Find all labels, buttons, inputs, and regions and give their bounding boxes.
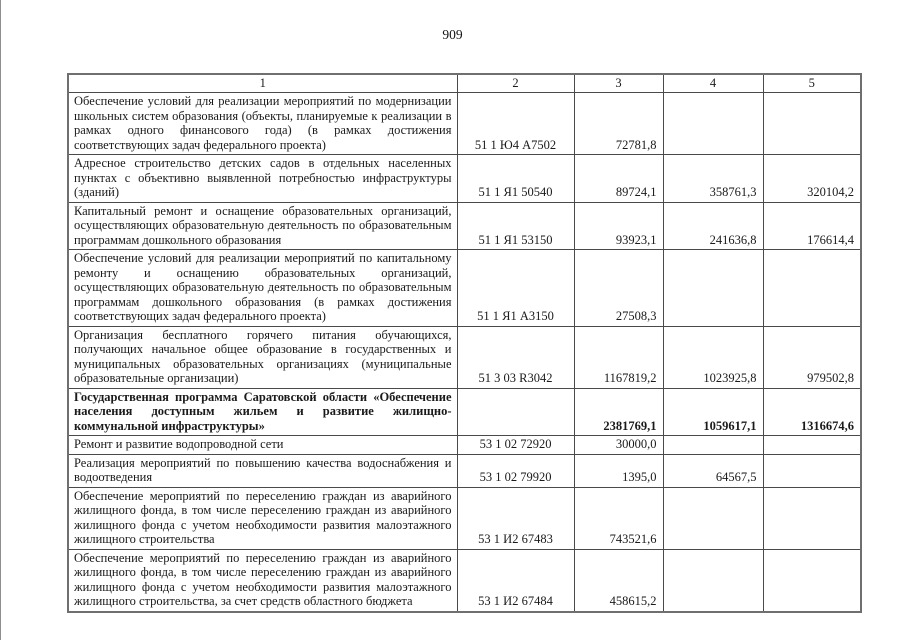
table-row <box>68 250 861 327</box>
program-name-cell: Обеспечение мероприятий по переселению граждан из аварийного жилищного фонда, в том числе переселению граждан из аварийного жилищного фонда с учетом необходимости развития малоэтажного жилищного строительства, за счет средств областного бюджета <box>68 549 457 612</box>
program-name-cell: Ремонт и развитие водопроводной сети <box>68 436 457 455</box>
column-header-4: 4 <box>663 74 763 93</box>
amount-col4-cell <box>663 250 763 327</box>
budget-table <box>67 73 862 613</box>
scan-edge-line <box>0 0 1 640</box>
column-header-1: 1 <box>68 74 457 93</box>
table-row <box>68 388 861 436</box>
table-row <box>68 155 861 203</box>
amount-col5-cell: 320104,2 <box>763 155 861 203</box>
amount-col3-cell: 458615,2 <box>574 549 663 612</box>
program-name-cell: Государственная программа Саратовской области «Обеспечение населения доступным жильем и развитие жилищно-коммунальной инфраструктуры» <box>68 388 457 436</box>
program-name-cell: Адресное строительство детских садов в отдельных населенных пунктах с объективно выявленной потребностью инфраструктуры (зданий) <box>68 155 457 203</box>
program-name-cell: Реализация мероприятий по повышению качества водоснабжения и водоотведения <box>68 454 457 487</box>
amount-col5-cell <box>763 487 861 549</box>
amount-col3-cell: 1395,0 <box>574 454 663 487</box>
amount-col3-cell: 93923,1 <box>574 202 663 250</box>
amount-col3-cell: 27508,3 <box>574 250 663 327</box>
amount-col3-cell: 89724,1 <box>574 155 663 203</box>
amount-col5-cell <box>763 93 861 155</box>
table-row <box>68 436 861 455</box>
amount-col4-cell <box>663 549 763 612</box>
program-name-cell: Капитальный ремонт и оснащение образовательных организаций, осуществляющих образовательную деятельность по образовательным программам дошкольного образования <box>68 202 457 250</box>
amount-col3-cell: 30000,0 <box>574 436 663 455</box>
table-row <box>68 549 861 612</box>
budget-code-cell: 51 1 Я1 50540 <box>457 155 574 203</box>
amount-col3-cell: 72781,8 <box>574 93 663 155</box>
amount-col5-cell <box>763 454 861 487</box>
amount-col4-cell <box>663 436 763 455</box>
column-header-2: 2 <box>457 74 574 93</box>
amount-col3-cell: 743521,6 <box>574 487 663 549</box>
amount-col5-cell: 176614,4 <box>763 202 861 250</box>
amount-col3-cell: 2381769,1 <box>574 388 663 436</box>
amount-col3-cell: 1167819,2 <box>574 326 663 388</box>
program-name-cell: Организация бесплатного горячего питания обучающихся, получающих начальное общее образование в государственных и муниципальных образовательных организациях (муниципальные образовательные организации) <box>68 326 457 388</box>
budget-code-cell: 53 1 И2 67484 <box>457 549 574 612</box>
budget-code-cell <box>457 388 574 436</box>
amount-col4-cell <box>663 487 763 549</box>
page-number: 909 <box>442 27 463 42</box>
program-name-cell: Обеспечение мероприятий по переселению граждан из аварийного жилищного фонда, в том числе переселению граждан из аварийного жилищного фонда с учетом необходимости развития малоэтажного жилищного строительства <box>68 487 457 549</box>
column-header-3: 3 <box>574 74 663 93</box>
table-row <box>68 454 861 487</box>
amount-col4-cell: 1023925,8 <box>663 326 763 388</box>
table-row <box>68 326 861 388</box>
budget-code-cell: 51 1 Ю4 А7502 <box>457 93 574 155</box>
amount-col5-cell: 1316674,6 <box>763 388 861 436</box>
amount-col4-cell <box>663 93 763 155</box>
budget-code-cell: 51 3 03 R3042 <box>457 326 574 388</box>
table-header-row <box>68 74 861 93</box>
column-header-5: 5 <box>763 74 861 93</box>
table-body <box>68 93 861 612</box>
amount-col5-cell <box>763 250 861 327</box>
program-name-cell: Обеспечение условий для реализации мероприятий по капитальному ремонту и оснащению образовательных организаций, осуществляющих образовательную деятельность по образовательным программам дошкольного образования (в рамках достижения соответствующих задач федерального проекта) <box>68 250 457 327</box>
amount-col5-cell <box>763 436 861 455</box>
amount-col5-cell <box>763 549 861 612</box>
amount-col4-cell: 1059617,1 <box>663 388 763 436</box>
budget-code-cell: 53 1 И2 67483 <box>457 487 574 549</box>
program-name-cell: Обеспечение условий для реализации мероприятий по модернизации школьных систем образования (объекты, планируемые к реализации в рамках одного финансового года) (в рамках достижения соответствующих задач федерального проекта) <box>68 93 457 155</box>
budget-code-cell: 53 1 02 72920 <box>457 436 574 455</box>
amount-col4-cell: 64567,5 <box>663 454 763 487</box>
budget-code-cell: 53 1 02 79920 <box>457 454 574 487</box>
table-row <box>68 202 861 250</box>
table-row <box>68 487 861 549</box>
amount-col5-cell: 979502,8 <box>763 326 861 388</box>
amount-col4-cell: 241636,8 <box>663 202 763 250</box>
table-row <box>68 93 861 155</box>
budget-code-cell: 51 1 Я1 А3150 <box>457 250 574 327</box>
budget-code-cell: 51 1 Я1 53150 <box>457 202 574 250</box>
amount-col4-cell: 358761,3 <box>663 155 763 203</box>
